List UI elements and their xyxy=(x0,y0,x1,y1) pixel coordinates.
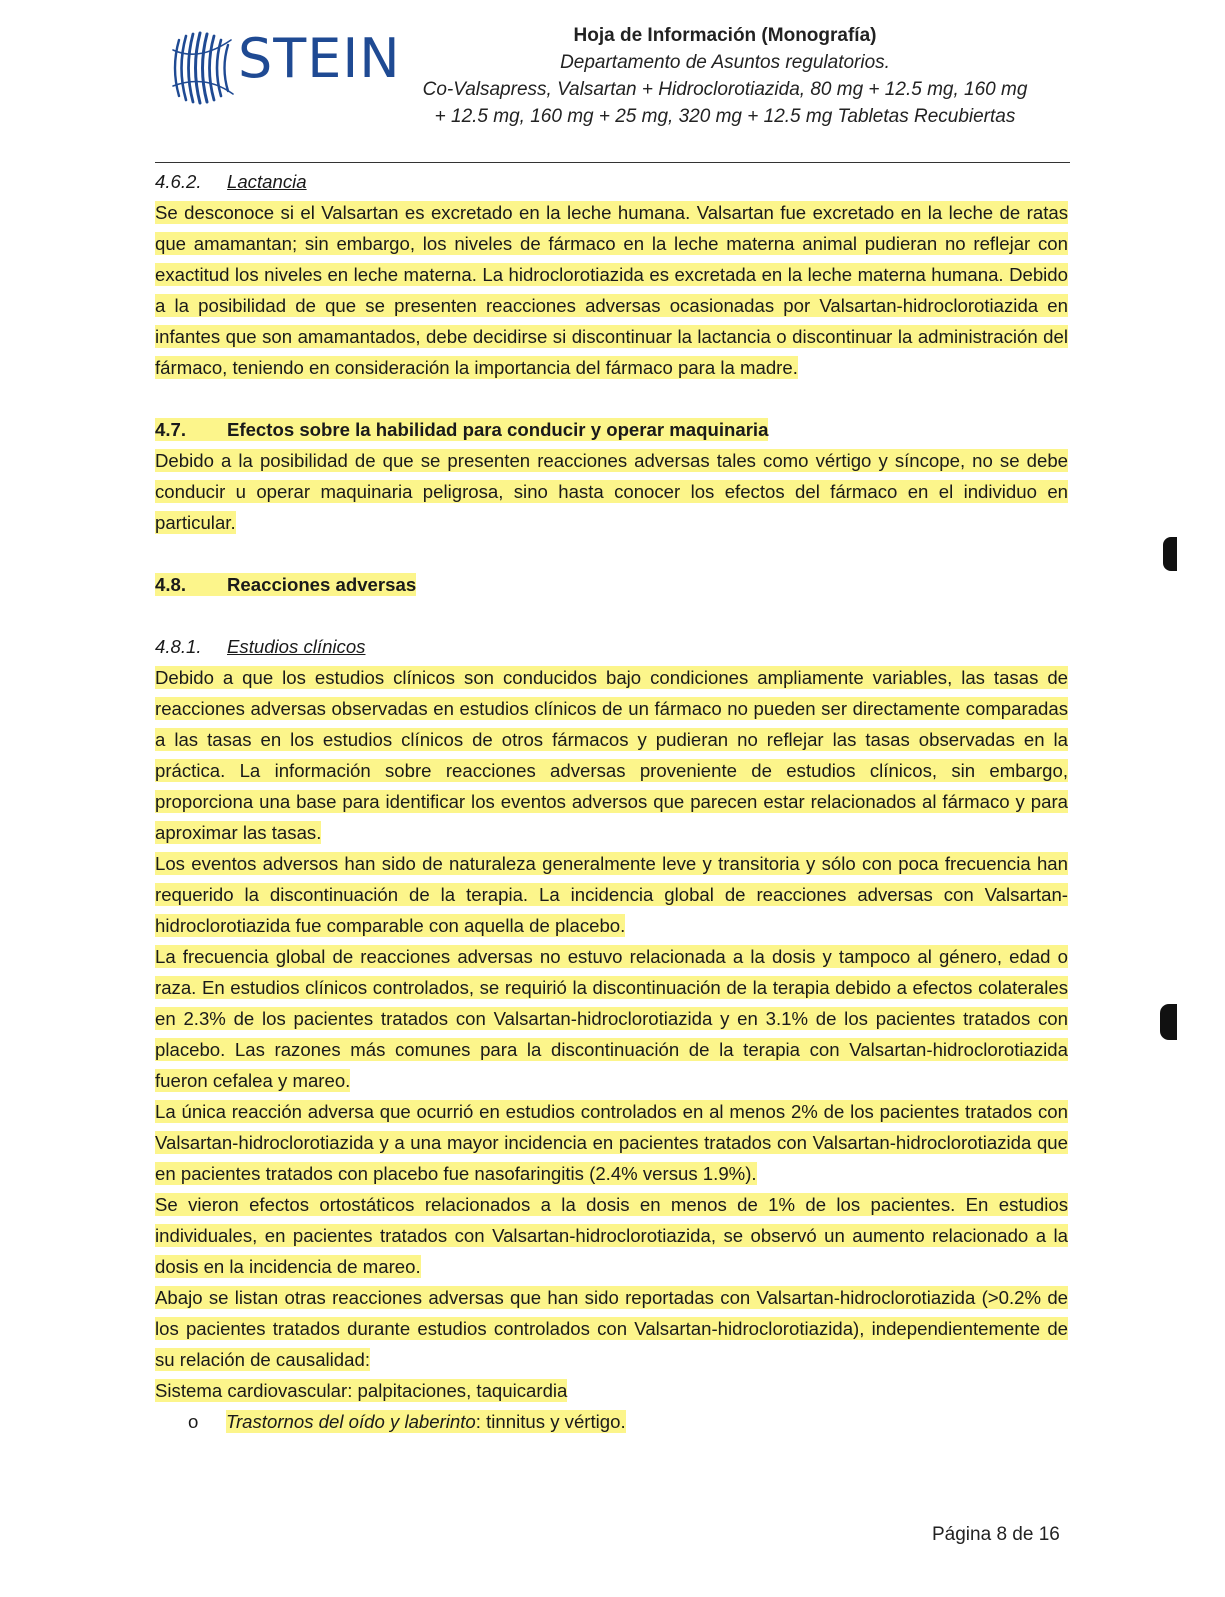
section-heading-4-6-2 xyxy=(155,166,1068,197)
page-number: Página 8 de 16 xyxy=(932,1524,1060,1545)
scan-hole-mark xyxy=(1163,537,1177,571)
section-title: Estudios clínicos xyxy=(227,636,366,657)
product-line-1: Co-Valsapress, Valsartan + Hidroclorotiazida, 80 mg + 12.5 mg, 160 mg xyxy=(422,79,1028,100)
paragraph xyxy=(155,1189,1068,1282)
paragraph xyxy=(155,848,1068,941)
highlighted-heading xyxy=(155,418,768,441)
paragraph-text: La única reacción adversa que ocurrió en estudios controlados en al menos 2% de los pacientes tratados con Valsartan-hidroclorotiazida y a una mayor incidencia en pacientes tratados con Valsartan-hidroclorotiazida que en pacientes tratados con placebo fue nasofaringitis (2.4% versus 1.9%). xyxy=(155,1101,1068,1184)
page-header xyxy=(0,0,1225,170)
list-item-text: : tinnitus y vértigo. xyxy=(475,1411,626,1432)
section-heading-4-8 xyxy=(155,569,1068,600)
document-title: Hoja de Información (Monografía) xyxy=(573,25,877,46)
paragraph-text: La frecuencia global de reacciones adversas no estuvo relacionada a la dosis y tampoco al género, edad o raza. En estudios clínicos controlados, se requirió la discontinuación de la terapia debido a efectos colaterales en 2.3% de los pacientes tratados con Valsartan-hidroclorotiazida y en 3.1% de los pacientes tratados con placebo. Las razones más comunes para la discontinuación de la terapia con Valsartan-hidroclorotiazida fueron cefalea y mareo. xyxy=(155,946,1068,1091)
scan-hole-mark xyxy=(1160,1004,1177,1040)
paragraph-text: Debido a que los estudios clínicos son conducidos bajo condiciones ampliamente variables, las tasas de reacciones adversas observadas en estudios clínicos de un fármaco no pueden ser directamente comparadas a las tasas en los estudios clínicos de otros fármacos y pudieran no reflejar las tasas observadas en la práctica. La información sobre reacciones adversas proveniente de estudios clínicos, sin embargo, proporciona una base para identificar los eventos adversos que parecen estar relacionados al fármaco y para aproximar las tasas. xyxy=(155,667,1068,843)
paragraph-text: Se vieron efectos ortostáticos relacionados a la dosis en menos de 1% de los pacientes. En estudios individuales, en pacientes tratados con Valsartan-hidroclorotiazida, se observó un aumento relacionado a la dosis en la incidencia de mareo. xyxy=(155,1194,1068,1277)
highlighted-heading xyxy=(155,573,416,596)
stein-logo xyxy=(165,27,401,108)
paragraph-text: Sistema cardiovascular: palpitaciones, taquicardia xyxy=(155,1380,568,1401)
paragraph xyxy=(155,197,1068,383)
section-title: Reacciones adversas xyxy=(227,574,417,595)
section-heading-4-8-1 xyxy=(155,631,1068,662)
paragraph-text: Abajo se listan otras reacciones adversas que han sido reportadas con Valsartan-hidroclorotiazida (>0.2% de los pacientes tratados durante estudios controlados con Valsartan-hidroclorotiazida), independientemente de su relación de causalidad: xyxy=(155,1287,1068,1370)
spacer xyxy=(155,383,1068,414)
paragraph xyxy=(155,445,1068,538)
section-number: 4.8.1. xyxy=(155,636,202,657)
spacer xyxy=(155,600,1068,631)
header-text-block xyxy=(395,22,1055,130)
paragraph xyxy=(155,1096,1068,1189)
department-name: Departamento de Asuntos regulatorios. xyxy=(560,52,890,73)
header-divider xyxy=(155,162,1070,163)
product-line-2: + 12.5 mg, 160 mg + 25 mg, 320 mg + 12.5 mg Tabletas Recubiertas xyxy=(434,106,1016,127)
section-number: 4.8. xyxy=(155,574,187,595)
stein-wave-icon xyxy=(165,28,240,108)
paragraph xyxy=(155,662,1068,848)
section-heading-4-7 xyxy=(155,414,1068,445)
paragraph xyxy=(155,1375,1068,1406)
section-title: Efectos sobre la habilidad para conducir y operar maquinaria xyxy=(227,419,769,440)
list-item-term: Trastornos del oído y laberinto xyxy=(226,1411,476,1432)
section-number: 4.6.2. xyxy=(155,171,202,192)
section-number: 4.7. xyxy=(155,419,187,440)
paragraph-text: Los eventos adversos han sido de naturaleza generalmente leve y transitoria y sólo con poca frecuencia han requerido la discontinuación de la terapia. La incidencia global de reacciones adversas con Valsartan-hidroclorotiazida fue comparable con aquella de placebo. xyxy=(155,853,1068,936)
paragraph xyxy=(155,1282,1068,1375)
section-title: Lactancia xyxy=(227,171,307,192)
paragraph xyxy=(155,941,1068,1096)
bullet-marker: o xyxy=(188,1411,199,1432)
paragraph-text: Se desconoce si el Valsartan es excretado en la leche humana. Valsartan fue excretado en la leche de ratas que amamantan; sin embargo, los niveles de fármaco en la leche materna animal pudieran no reflejar con exactitud los niveles en leche materna. La hidroclorotiazida es excretada en la leche materna humana. Debido a la posibilidad de que se presenten reacciones adversas ocasionadas por Valsartan-hidroclorotiazida en infantes que son amamantados, debe decidirse si discontinuar la lactancia o discontinuar la administración del fármaco, teniendo en consideración la importancia del fármaco para la madre. xyxy=(155,202,1068,378)
paragraph-text: Debido a la posibilidad de que se presenten reacciones adversas tales como vértigo y síncope, no se debe conducir u operar maquinaria peligrosa, sino hasta conocer los efectos del fármaco en el individuo en particular. xyxy=(155,450,1068,533)
logo-wordmark: STEIN xyxy=(238,27,401,90)
document-body xyxy=(155,166,1068,1437)
highlighted-item xyxy=(226,1410,626,1433)
spacer xyxy=(155,538,1068,569)
list-item xyxy=(155,1406,1068,1437)
